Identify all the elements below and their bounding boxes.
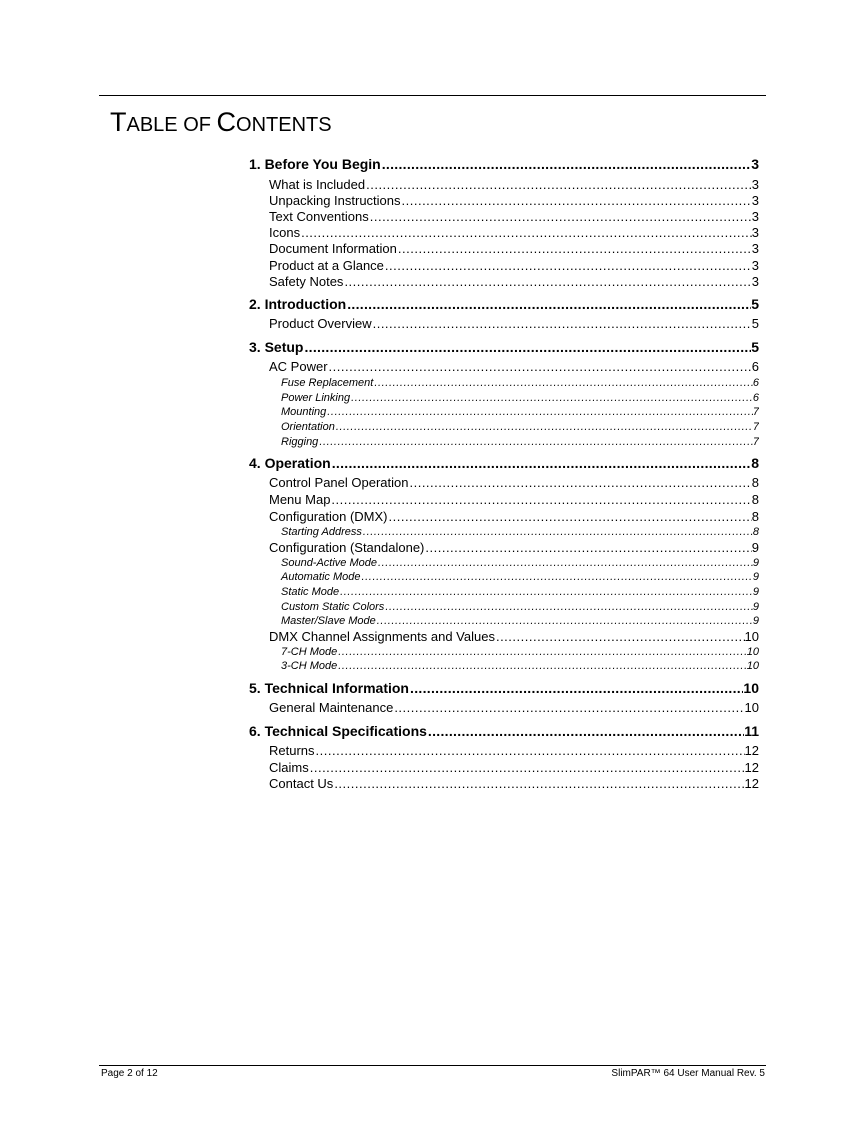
toc-entry-what-is-included[interactable]: What is Included ..... 3 — [249, 177, 759, 193]
toc-section-before-you-begin[interactable]: 1. Before You Begin ..... 3 — [249, 155, 759, 173]
toc-subentry-starting-address[interactable]: Starting Address ..... 8 — [249, 525, 759, 539]
toc-subentry-static-mode[interactable]: Static Mode ..... 9 — [249, 585, 759, 599]
toc-subentry-fuse-replacement[interactable]: Fuse Replacement ..... 6 — [249, 376, 759, 390]
toc-section-introduction[interactable]: 2. Introduction ..... 5 — [249, 295, 759, 313]
footer-rule — [99, 1065, 766, 1066]
toc-subentry-power-linking[interactable]: Power Linking ..... 6 — [249, 391, 759, 405]
top-rule — [99, 95, 766, 96]
toc-subentry-7ch-mode[interactable]: 7-CH Mode ..... 10 — [249, 645, 759, 659]
toc-entry-configuration-dmx[interactable]: Configuration (DMX) ..... 8 — [249, 509, 759, 525]
toc-entry-contact-us[interactable]: Contact Us ..... 12 — [249, 776, 759, 792]
toc-entry-claims[interactable]: Claims ..... 12 — [249, 760, 759, 776]
toc-entry-dmx-channel-assignments[interactable]: DMX Channel Assignments and Values ..... 10 — [249, 629, 759, 645]
toc-subentry-automatic-mode[interactable]: Automatic Mode ..... 9 — [249, 570, 759, 584]
toc-entry-configuration-standalone[interactable]: Configuration (Standalone) ..... 9 — [249, 540, 759, 556]
toc-entry-document-information[interactable]: Document Information ..... 3 — [249, 241, 759, 257]
toc-subentry-custom-static-colors[interactable]: Custom Static Colors ..... 9 — [249, 600, 759, 614]
toc-entry-menu-map[interactable]: Menu Map ..... 8 — [249, 492, 759, 508]
toc-entry-product-at-a-glance[interactable]: Product at a Glance ..... 3 — [249, 258, 759, 274]
footer-document-title: SlimPAR™ 64 User Manual Rev. 5 — [611, 1068, 765, 1079]
toc-subentry-mounting[interactable]: Mounting ..... 7 — [249, 405, 759, 419]
toc-entry-unpacking-instructions[interactable]: Unpacking Instructions ..... 3 — [249, 193, 759, 209]
toc-subentry-sound-active-mode[interactable]: Sound-Active Mode ..... 9 — [249, 556, 759, 570]
toc-section-operation[interactable]: 4. Operation ..... 8 — [249, 454, 759, 472]
toc-entry-product-overview[interactable]: Product Overview ..... 5 — [249, 316, 759, 332]
toc-subentry-rigging[interactable]: Rigging ..... 7 — [249, 435, 759, 449]
toc-entry-returns[interactable]: Returns ..... 12 — [249, 743, 759, 759]
toc-entry-control-panel-operation[interactable]: Control Panel Operation ..... 8 — [249, 475, 759, 491]
page-title: TABLE OF CONTENTS — [110, 107, 332, 137]
toc-subentry-orientation[interactable]: Orientation ..... 7 — [249, 420, 759, 434]
toc-entry-ac-power[interactable]: AC Power ..... 6 — [249, 359, 759, 375]
toc-section-technical-information[interactable]: 5. Technical Information ..... 10 — [249, 679, 759, 697]
footer-page-number: Page 2 of 12 — [101, 1068, 158, 1079]
toc-entry-general-maintenance[interactable]: General Maintenance ..... 10 — [249, 700, 759, 716]
toc-entry-text-conventions[interactable]: Text Conventions ..... 3 — [249, 209, 759, 225]
toc-entry-safety-notes[interactable]: Safety Notes ..... 3 — [249, 274, 759, 290]
toc-entry-icons[interactable]: Icons ..... 3 — [249, 225, 759, 241]
toc-section-technical-specifications[interactable]: 6. Technical Specifications ..... 11 — [249, 722, 759, 740]
toc-subentry-3ch-mode[interactable]: 3-CH Mode ..... 10 — [249, 659, 759, 673]
toc-section-setup[interactable]: 3. Setup ..... 5 — [249, 338, 759, 356]
toc-subentry-master-slave-mode[interactable]: Master/Slave Mode ..... 9 — [249, 614, 759, 628]
